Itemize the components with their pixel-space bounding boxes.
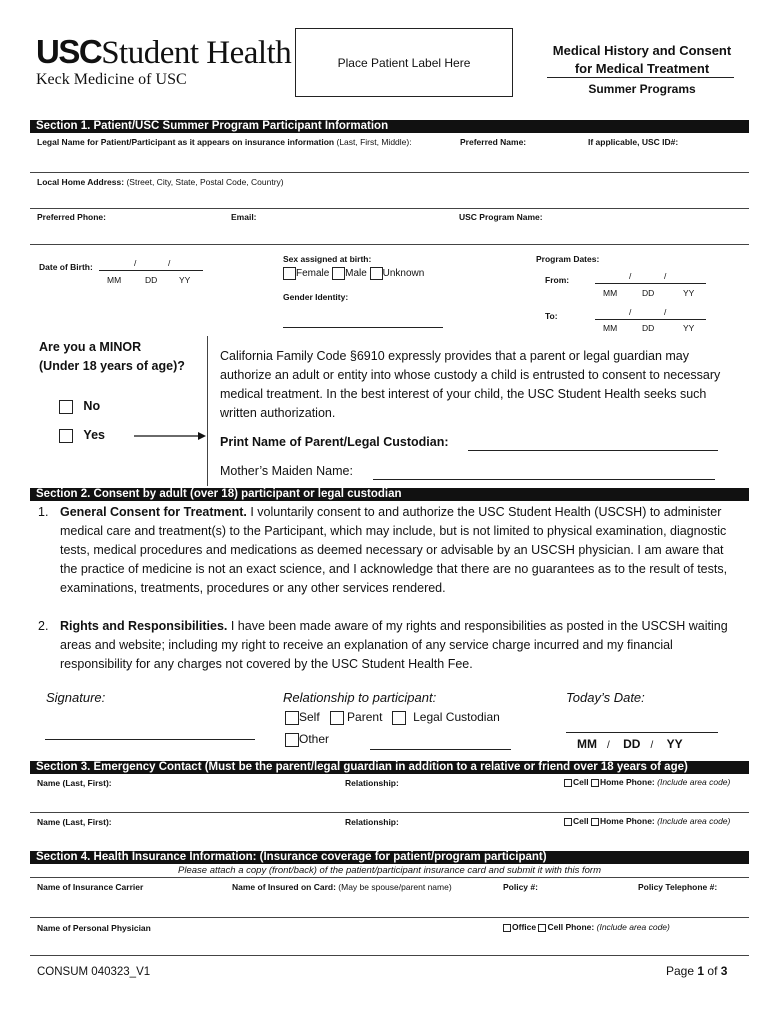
signature-input[interactable] xyxy=(45,728,255,740)
gender-input[interactable] xyxy=(283,316,443,328)
date-input[interactable] xyxy=(566,721,718,733)
contact2-relationship-label: Relationship: xyxy=(345,817,399,827)
date-slash: / xyxy=(134,258,137,268)
section2-header: Section 2. Consent by adult (over 18) participant or legal custodian xyxy=(30,488,749,501)
contact1-name-label: Name (Last, First): xyxy=(37,778,112,788)
arrow-right-icon xyxy=(134,430,206,442)
preferred-name-label: Preferred Name: xyxy=(460,137,527,147)
maiden-name-label: Mother’s Maiden Name: xyxy=(220,464,353,478)
address-label: Local Home Address: (Street, City, State, Postal Code, Country) xyxy=(37,177,284,187)
date-slash: / xyxy=(664,307,667,317)
program-name-input[interactable] xyxy=(459,224,742,241)
program-dates-label: Program Dates: xyxy=(536,254,600,264)
cell-checkbox[interactable] xyxy=(564,779,572,787)
dob-dd: DD xyxy=(145,275,158,285)
dob-input[interactable] xyxy=(99,260,203,271)
parent-name-label: Print Name of Parent/Legal Custodian: xyxy=(220,435,449,449)
legal-name-input[interactable] xyxy=(37,150,452,170)
program-name-label: USC Program Name: xyxy=(459,212,543,222)
minor-no-option: No xyxy=(59,399,100,414)
contact1-phone-label: Cell Home Phone: (Include area code) xyxy=(564,777,730,787)
signature-label: Signature: xyxy=(46,690,106,705)
contact2-input-row[interactable] xyxy=(37,829,737,849)
physician-input-row[interactable] xyxy=(37,935,737,953)
male-checkbox[interactable] xyxy=(332,267,345,280)
divider xyxy=(30,244,749,245)
address-input[interactable] xyxy=(37,189,742,206)
item1-number: 1. xyxy=(38,505,49,519)
insurance-card-note: Please attach a copy (front/back) of the patient/participant insurance card and submit it with this form xyxy=(30,865,749,878)
contact1-input-row[interactable] xyxy=(37,790,737,810)
dob-mm: MM xyxy=(107,275,122,285)
self-checkbox[interactable] xyxy=(285,711,299,725)
from-dd: DD xyxy=(642,288,655,298)
to-label: To: xyxy=(545,311,558,321)
date-slash: / xyxy=(629,307,632,317)
phone-input[interactable] xyxy=(37,224,222,241)
no-checkbox[interactable] xyxy=(59,400,73,414)
usc-id-label: If applicable, USC ID#: xyxy=(588,137,679,147)
to-date-input[interactable] xyxy=(595,309,706,320)
rights-paragraph: Rights and Responsibilities. I have been made aware of my rights and responsibilities as posted in the USCSH waiting areas and website; including my right to receive an explanation of any service charge incurred and my financial responsibility for any charges not covered by the USC Student Health Fee. xyxy=(60,619,728,671)
policy-phone-label: Policy Telephone #: xyxy=(638,882,718,892)
contact2-name-label: Name (Last, First): xyxy=(37,817,112,827)
to-yy: YY xyxy=(683,323,695,333)
date-slash: / xyxy=(664,271,667,281)
divider xyxy=(207,336,208,486)
item2-number: 2. xyxy=(38,619,49,633)
physician-label: Name of Personal Physician xyxy=(37,923,151,933)
policy-label: Policy #: xyxy=(503,882,538,892)
other-input[interactable] xyxy=(370,738,511,750)
preferred-name-input[interactable] xyxy=(460,150,580,170)
email-label: Email: xyxy=(231,212,257,222)
minor-yes-option: Yes xyxy=(59,428,105,443)
usc-student-health-logo: USCStudent Health xyxy=(36,33,292,71)
section4-header: Section 4. Health Insurance Information: (Insurance coverage for patient/program participant) xyxy=(30,851,749,864)
from-date-input[interactable] xyxy=(595,273,706,284)
section3-header: Section 3. Emergency Contact (Must be the parent/legal guardian in addition to a relative or friend over 18 years of age) xyxy=(30,761,749,774)
divider xyxy=(30,955,749,956)
office-checkbox[interactable] xyxy=(503,924,511,932)
other-checkbox[interactable] xyxy=(285,733,299,747)
legal-name-label: Legal Name for Patient/Participant as it appears on insurance information (Last, First, Middle): xyxy=(37,137,412,147)
section1-header: Section 1. Patient/USC Summer Program Participant Information xyxy=(30,120,749,133)
page-number: Page 1 of 3 xyxy=(666,964,728,978)
from-mm: MM xyxy=(603,288,618,298)
parent-checkbox[interactable] xyxy=(330,711,344,725)
divider xyxy=(30,917,749,918)
female-checkbox[interactable] xyxy=(283,267,296,280)
usc-id-input[interactable] xyxy=(588,150,743,170)
legal-custodian-checkbox[interactable] xyxy=(392,711,406,725)
form-title: Medical History and Consent for Medical Treatment xyxy=(552,43,732,76)
unknown-checkbox[interactable] xyxy=(370,267,383,280)
to-dd: DD xyxy=(642,323,655,333)
email-input[interactable] xyxy=(231,224,451,241)
dob-label: Date of Birth: xyxy=(39,262,93,272)
general-consent-paragraph: General Consent for Treatment. I voluntarily consent to and authorize the USC Student Health (USCSH) to administer medical care and treatment(s) to the Participant, which may include, but is not limited to physical examination, diagnostic tests, medical procedures and medications as deemed necessary or advisable by an USCSH physician. I am aware that the practice of medicine is not an exact science, and I acknowledge that there are no guarantees as to the result of tests, examinations, treatments, procedures or any other services rendered. xyxy=(60,505,728,595)
date-label: Today’s Date: xyxy=(566,690,645,705)
home-checkbox[interactable] xyxy=(591,779,599,787)
form-code: CONSUM 040323_V1 xyxy=(37,966,151,978)
maiden-name-input[interactable] xyxy=(373,467,715,480)
sex-options: Female Male Unknown xyxy=(283,267,424,280)
cell-checkbox[interactable] xyxy=(564,818,572,826)
physician-phone-label: Office Cell Phone: (Include area code) xyxy=(503,922,670,932)
date-slash: / xyxy=(629,271,632,281)
patient-label-box: Place Patient Label Here xyxy=(295,28,513,97)
minor-question: Are you a MINOR (Under 18 years of age)? xyxy=(39,340,185,373)
other-option: Other xyxy=(285,732,329,747)
yes-checkbox[interactable] xyxy=(59,429,73,443)
divider xyxy=(30,172,749,173)
from-label: From: xyxy=(545,275,570,285)
sex-label: Sex assigned at birth: xyxy=(283,254,372,264)
phone-label: Preferred Phone: xyxy=(37,212,106,222)
contact2-phone-label: Cell Home Phone: (Include area code) xyxy=(564,816,730,826)
to-mm: MM xyxy=(603,323,618,333)
cell-checkbox[interactable] xyxy=(538,924,546,932)
relationship-options: Self Parent Legal Custodian xyxy=(285,710,500,725)
from-yy: YY xyxy=(683,288,695,298)
divider xyxy=(30,812,749,813)
family-code-paragraph: California Family Code §6910 expressly provides that a parent or legal guardian may authorize an adult or entity into whose custody a child is entrusted to consent to necessary medical treatment. In the best interest of your child, the USC Student Health seeks such written authorization. xyxy=(220,349,721,420)
date-format: MM / DD / YY xyxy=(577,737,683,751)
title-divider xyxy=(547,77,734,78)
dob-yy: YY xyxy=(179,275,191,285)
relationship-label: Relationship to participant: xyxy=(283,690,437,705)
contact1-relationship-label: Relationship: xyxy=(345,778,399,788)
divider xyxy=(30,208,749,209)
home-checkbox[interactable] xyxy=(591,818,599,826)
parent-name-input[interactable] xyxy=(468,438,718,451)
gender-label: Gender Identity: xyxy=(283,292,349,302)
insurance-input-row[interactable] xyxy=(37,894,737,914)
carrier-label: Name of Insurance Carrier xyxy=(37,882,144,892)
insured-label: Name of Insured on Card: (May be spouse/parent name) xyxy=(232,882,452,892)
form-subtitle: Summer Programs xyxy=(588,82,696,96)
keck-medicine-subtitle: Keck Medicine of USC xyxy=(36,71,187,88)
date-slash: / xyxy=(168,258,171,268)
